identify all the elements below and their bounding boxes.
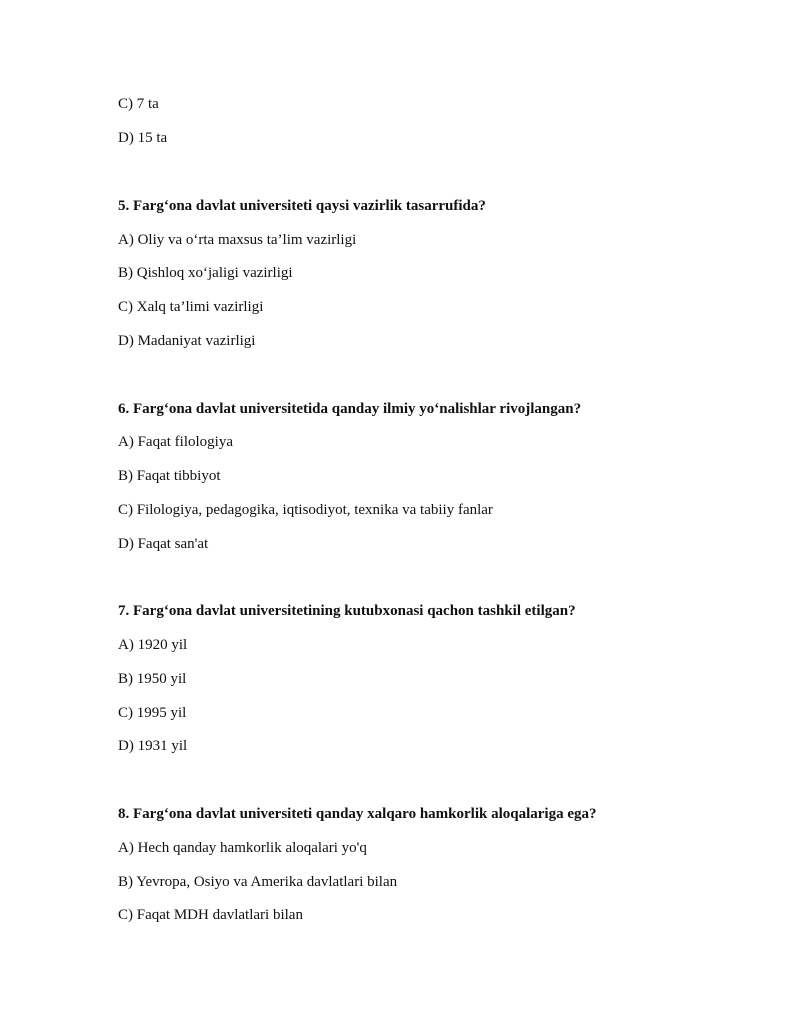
option-c: C) 7 ta xyxy=(118,96,159,112)
option-d: D) 15 ta xyxy=(118,130,168,146)
question-5-option-c: C) Xalq ta’limi vazirligi xyxy=(118,299,264,315)
question-6-option-d: D) Faqat san'at xyxy=(118,536,209,552)
question-6-option-c: C) Filologiya, pedagogika, iqtisodiyot, texnika va tabiiy fanlar xyxy=(118,502,493,518)
question-6-option-b: B) Faqat tibbiyot xyxy=(118,468,221,484)
question-7-option-c: C) 1995 yil xyxy=(118,705,187,721)
question-8-option-a: A) Hech qanday hamkorlik aloqalari yo'q xyxy=(118,840,367,856)
question-8-option-c: C) Faqat MDH davlatlari bilan xyxy=(118,907,303,923)
question-7-option-b: B) 1950 yil xyxy=(118,671,187,687)
question-5-option-d: D) Madaniyat vazirligi xyxy=(118,333,256,349)
question-7-option-a: A) 1920 yil xyxy=(118,637,188,653)
question-8: 8. Farg‘ona davlat universiteti qanday xalqaro hamkorlik aloqalariga ega? xyxy=(118,806,597,822)
question-5: 5. Farg‘ona davlat universiteti qaysi vazirlik tasarrufida? xyxy=(118,198,486,214)
question-8-option-b: B) Yevropa, Osiyo va Amerika davlatlari bilan xyxy=(118,874,398,890)
question-6: 6. Farg‘ona davlat universitetida qanday ilmiy yo‘nalishlar rivojlangan? xyxy=(118,401,582,417)
question-5-option-a: A) Oliy va o‘rta maxsus ta’lim vazirligi xyxy=(118,232,357,248)
question-5-option-b: B) Qishloq xo‘jaligi vazirligi xyxy=(118,265,293,281)
question-6-option-a: A) Faqat filologiya xyxy=(118,434,233,450)
question-7: 7. Farg‘ona davlat universitetining kutubxonasi qachon tashkil etilgan? xyxy=(118,603,576,619)
question-7-option-d: D) 1931 yil xyxy=(118,738,188,754)
